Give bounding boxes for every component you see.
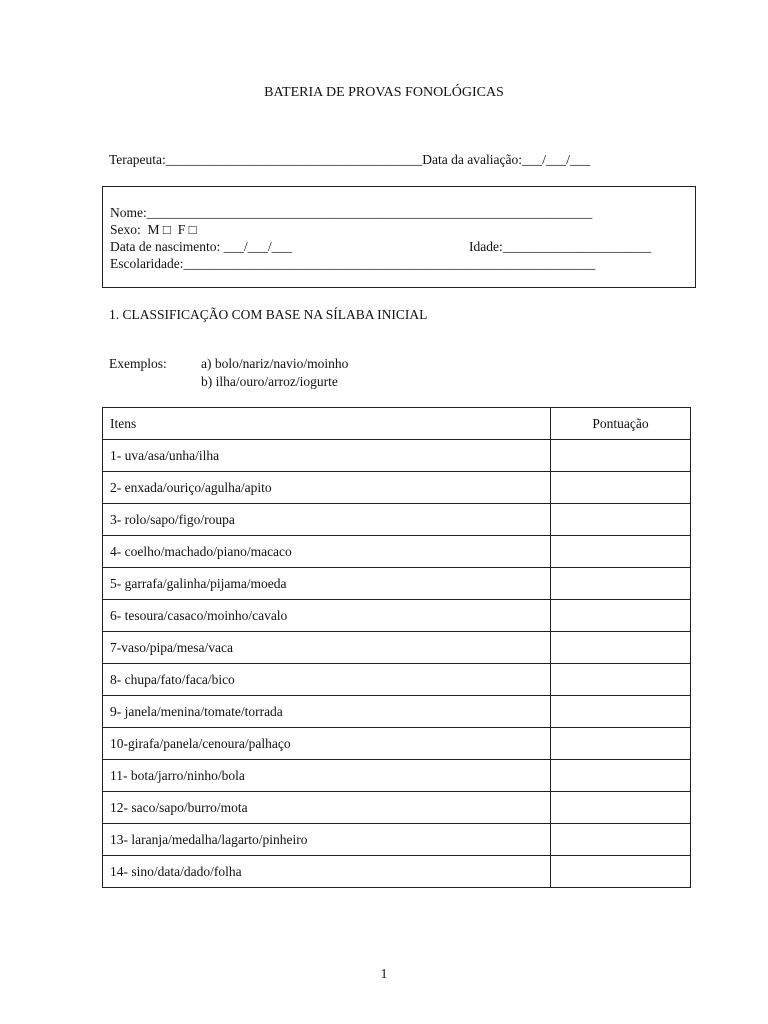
- sex-field: Sexo: M □ F □: [110, 222, 197, 237]
- score-cell[interactable]: [551, 728, 691, 760]
- table-row: [103, 504, 691, 536]
- item-cell: 8- chupa/fato/faca/bico: [103, 664, 551, 696]
- example-b: b) ilha/ouro/arroz/iogurte: [201, 374, 338, 389]
- document-title: BATERIA DE PROVAS FONOLÓGICAS: [264, 85, 504, 100]
- score-cell[interactable]: [551, 632, 691, 664]
- score-cell[interactable]: [551, 760, 691, 792]
- table-row: [103, 664, 691, 696]
- examples-label: Exemplos:: [109, 356, 167, 371]
- score-cell[interactable]: [551, 792, 691, 824]
- item-cell: 5- garrafa/galinha/pijama/moeda: [103, 568, 551, 600]
- table-row: [103, 824, 691, 856]
- table-row: [103, 536, 691, 568]
- item-cell: 6- tesoura/casaco/moinho/cavalo: [103, 600, 551, 632]
- school-field: Escolaridade:_____________________________________________________________: [110, 256, 596, 271]
- item-cell: 10-girafa/panela/cenoura/palhaço: [103, 728, 551, 760]
- item-cell: 1- uva/asa/unha/ilha: [103, 440, 551, 472]
- age-field: Idade:______________________: [469, 239, 652, 254]
- items-header: Itens: [103, 408, 551, 440]
- therapist-date-line: Terapeuta:______________________________________Data da avaliação:___/___/___: [109, 152, 591, 167]
- table-header-row: [103, 408, 691, 440]
- table-row: [103, 760, 691, 792]
- score-cell[interactable]: [551, 696, 691, 728]
- table-row: [103, 472, 691, 504]
- item-cell: 11- bota/jarro/ninho/bola: [103, 760, 551, 792]
- score-cell[interactable]: [551, 536, 691, 568]
- item-cell: 14- sino/data/dado/folha: [103, 856, 551, 888]
- birth-date-field: Data de nascimento: ___/___/___: [110, 239, 292, 254]
- item-cell: 2- enxada/ouriço/agulha/apito: [103, 472, 551, 504]
- score-cell[interactable]: [551, 664, 691, 696]
- item-cell: 13- laranja/medalha/lagarto/pinheiro: [103, 824, 551, 856]
- item-cell: 9- janela/menina/tomate/torrada: [103, 696, 551, 728]
- section-title: 1. CLASSIFICAÇÃO COM BASE NA SÍLABA INICIAL: [109, 307, 428, 322]
- table-row: [103, 568, 691, 600]
- name-field: Nome:__________________________________________________________________: [110, 205, 593, 220]
- example-a: a) bolo/nariz/navio/moinho: [201, 356, 349, 371]
- table-row: [103, 600, 691, 632]
- page-number: 1: [380, 966, 388, 981]
- score-cell[interactable]: [551, 472, 691, 504]
- score-cell[interactable]: [551, 824, 691, 856]
- table-row: [103, 856, 691, 888]
- score-cell[interactable]: [551, 856, 691, 888]
- score-cell[interactable]: [551, 600, 691, 632]
- table-row: [103, 728, 691, 760]
- table-row: [103, 696, 691, 728]
- table-row: [103, 632, 691, 664]
- item-cell: 4- coelho/machado/piano/macaco: [103, 536, 551, 568]
- item-cell: 7-vaso/pipa/mesa/vaca: [103, 632, 551, 664]
- patient-info-box: [102, 186, 696, 288]
- table-row: [103, 792, 691, 824]
- score-cell[interactable]: [551, 504, 691, 536]
- item-cell: 12- saco/sapo/burro/mota: [103, 792, 551, 824]
- items-table: [102, 407, 691, 888]
- item-cell: 3- rolo/sapo/figo/roupa: [103, 504, 551, 536]
- score-cell[interactable]: [551, 568, 691, 600]
- table-row: [103, 440, 691, 472]
- score-header: Pontuação: [551, 408, 691, 440]
- score-cell[interactable]: [551, 440, 691, 472]
